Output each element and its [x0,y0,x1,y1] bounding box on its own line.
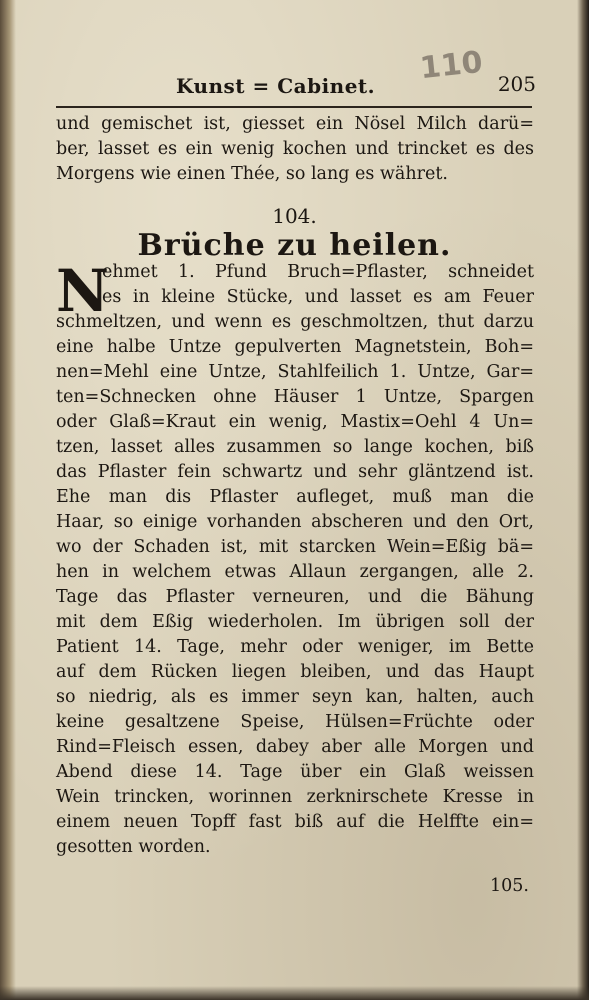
pencil-annotation: 110 [418,44,485,87]
section-body [56,257,534,860]
text-line: Rind=Fleisch essen, dabey aber alle Morgen und [56,737,534,757]
text-line: und gemischet ist, giesset ein Nösel Milch darü= [56,114,534,134]
text-line: so niedrig, als es immer seyn kan, halten, auch [56,687,534,707]
text-line: Patient 14. Tage, mehr oder weniger, im Bette [56,637,534,657]
section-number: 104. [272,204,317,228]
text-line: Abend diese 14. Tage über ein Glaß weissen [56,762,534,782]
intro-paragraph [56,112,534,187]
running-head: Kunst = Cabinet. [176,74,376,98]
page-edge-shadow [577,0,589,1000]
page-header [56,44,536,102]
text-line: nen=Mehl eine Untze, Stahlfeilich 1. Untze, Gar= [56,362,534,382]
text-line: hen in welchem etwas Allaun zergangen, alle 2. [56,562,534,582]
text-line: ber, lasset es ein wenig kochen und trincket es des [56,139,534,159]
text-line: ten=Schnecken ohne Häuser 1 Untze, Spargen [56,387,534,407]
drop-cap: N [56,257,110,325]
text-line: tzen, lasset alles zusammen so lange kochen, biß [56,437,534,457]
text-line: wo der Schaden ist, mit starcken Wein=Eßig bä= [56,537,534,557]
text-line: auf dem Rücken liegen bleiben, und das Haupt [56,662,534,682]
text-line: Haar, so einige vorhanden abscheren und den Ort, [56,512,534,532]
text-line: ehmet 1. Pfund Bruch=Pflaster, schneidet [102,262,534,282]
catchword: 105. [490,876,529,896]
text-line: gesotten worden. [56,837,211,857]
text-line: es in kleine Stücke, und lasset es am Feuer [102,287,534,307]
text-line: schmeltzen, und wenn es geschmoltzen, thut darzu [56,312,534,332]
header-rule [56,106,532,108]
section-title: Brüche zu heilen. [137,228,452,263]
text-line: mit dem Eßig wiederholen. Im übrigen soll der [56,612,534,632]
page-bottom-shadow [0,986,589,1000]
page-gutter-shadow [0,0,16,1000]
text-line: Tage das Pflaster verneuren, und die Bähung [56,587,534,607]
text-line: Morgens wie einen Thée, so lang es währet. [56,164,448,184]
text-line: Wein trincken, worinnen zerknirschete Kresse in [56,787,534,807]
text-line: das Pflaster fein schwartz und sehr gläntzend ist. [56,462,534,482]
page-number: 205 [497,72,536,96]
text-line: Ehe man dis Pflaster aufleget, muß man die [56,487,534,507]
text-line: oder Glaß=Kraut ein wenig, Mastix=Oehl 4 Un= [56,412,534,432]
text-line: einem neuen Topff fast biß auf die Helffte ein= [56,812,534,832]
text-line: keine gesaltzene Speise, Hülsen=Früchte oder [56,712,534,732]
text-line: eine halbe Untze gepulverten Magnetstein, Boh= [56,337,534,357]
